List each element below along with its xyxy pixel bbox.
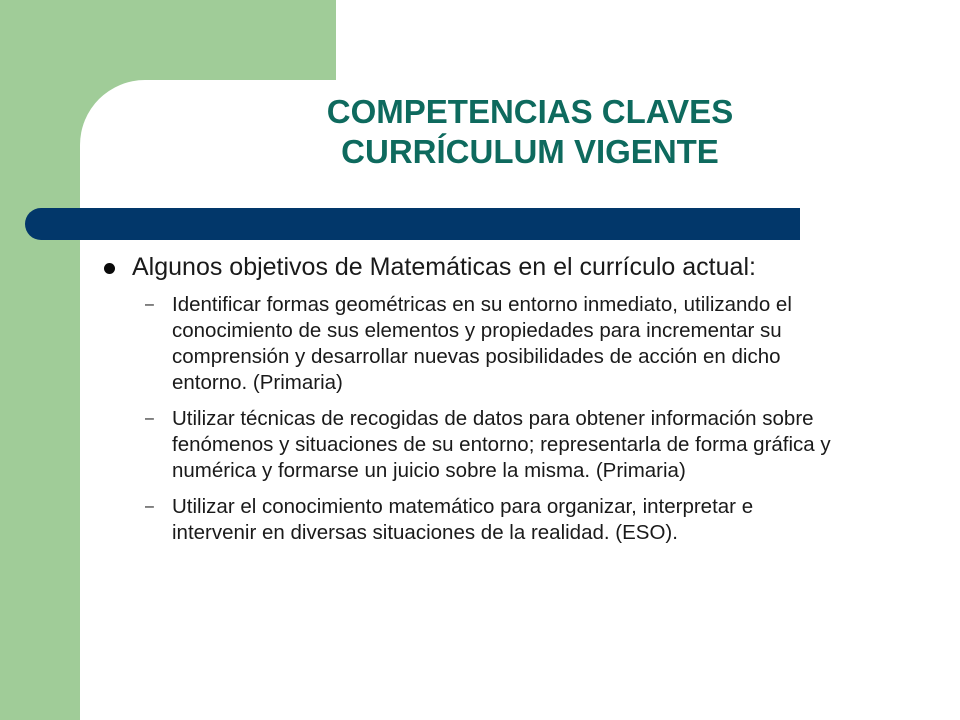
bullet-text: Algunos objetivos de Matemáticas en el currículo actual: [132,253,756,281]
dash-marker-icon: – [145,498,154,515]
sub-item-text: Utilizar el conocimiento matemático para organizar, interpretar e intervenir en diversas situaciones de la realidad. (ESO). [172,495,754,544]
sub-item-text: Identificar formas geométricas en su entorno inmediato, utilizando el conocimiento de sus elementos y propiedades para incrementar su comprensión y desarrollar nuevas posibilidades de acción en dicho entorno. (Primaria) [172,293,792,394]
dash-marker-icon: – [145,296,154,313]
title-line-2: CURRÍCULUM VIGENTE [341,133,719,170]
sub-item [100,406,840,484]
title-divider-bar [25,208,800,240]
bullet-item [100,252,840,282]
dash-marker-icon: – [145,410,154,427]
sub-item-text: Utilizar técnicas de recogidas de datos para obtener información sobre fenómenos y situaciones de su entorno; representarla de forma gráfica y numérica y formarse un juicio sobre la misma. (Primaria) [172,407,831,482]
title-line-1: COMPETENCIAS CLAVES [326,93,734,130]
sub-item [100,494,840,546]
slide-body [100,252,840,546]
bullet-dot-icon [104,263,115,274]
sub-item [100,292,840,396]
slide-title [180,92,880,172]
